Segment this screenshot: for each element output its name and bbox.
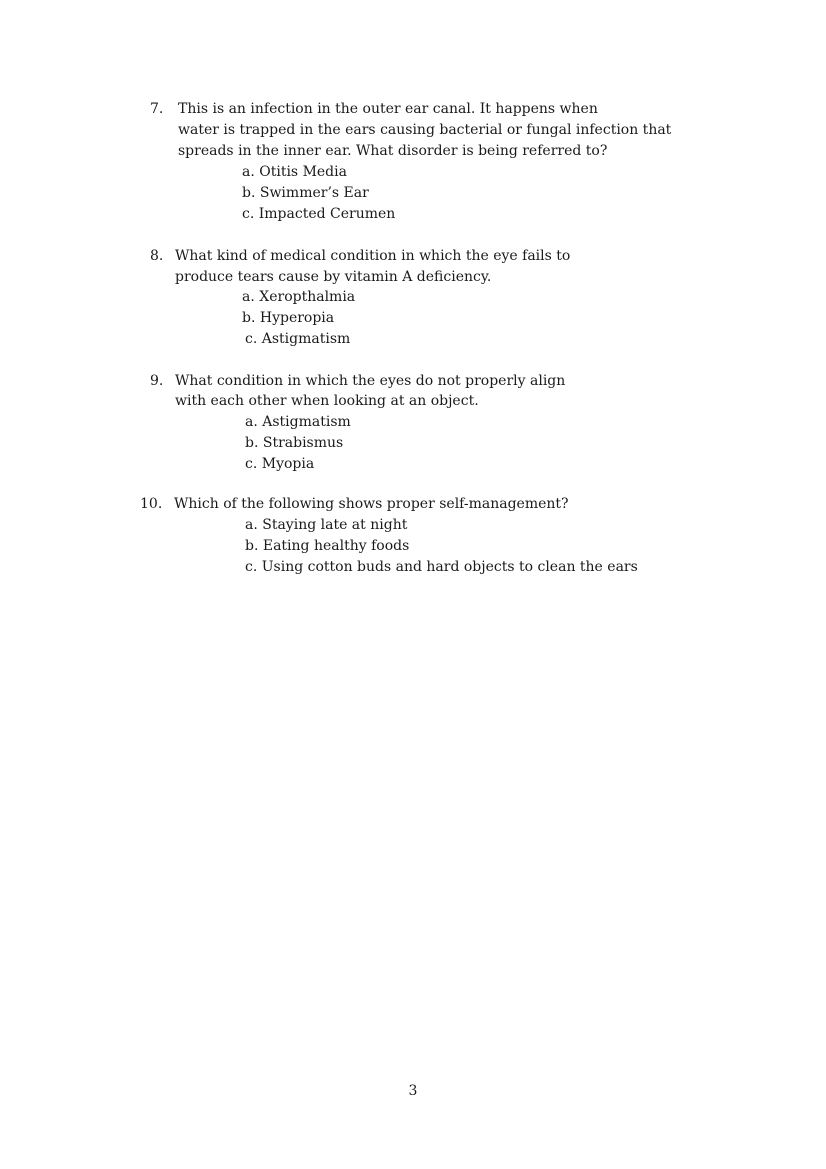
question-text: Which of the following shows proper self-management? <box>174 496 569 512</box>
option-b: b. Swimmer’s Ear <box>242 185 369 201</box>
question-text: This is an infection in the outer ear canal. It happens when <box>178 101 598 117</box>
option-b: b. Strabismus <box>245 435 344 451</box>
question-text: water is trapped in the ears causing bacterial or fungal infection that <box>178 122 672 138</box>
option-a: a. Xeropthalmia <box>242 289 356 305</box>
option-a: a. Otitis Media <box>242 164 347 180</box>
question-number: 9. <box>150 373 164 389</box>
question-text: with each other when looking at an object. <box>175 393 479 409</box>
option-c: c. Myopia <box>245 456 315 472</box>
option-c: c. Impacted Cerumen <box>242 206 396 222</box>
page-number: 3 <box>408 1083 418 1099</box>
option-b: b. Eating healthy foods <box>245 538 410 554</box>
question-text: produce tears cause by vitamin A deficiency. <box>175 269 492 285</box>
question-text: spreads in the inner ear. What disorder is being referred to? <box>178 143 608 159</box>
question-text: What kind of medical condition in which the eye fails to <box>175 248 571 264</box>
question-number: 10. <box>140 496 163 512</box>
question-text: What condition in which the eyes do not properly align <box>175 373 566 389</box>
option-b: b. Hyperopia <box>242 310 335 326</box>
question-number: 8. <box>150 248 164 264</box>
option-a: a. Astigmatism <box>245 414 351 430</box>
option-a: a. Staying late at night <box>245 517 408 533</box>
option-c: c. Astigmatism <box>245 331 351 347</box>
option-c: c. Using cotton buds and hard objects to clean the ears <box>245 559 638 575</box>
question-number: 7. <box>150 101 164 117</box>
